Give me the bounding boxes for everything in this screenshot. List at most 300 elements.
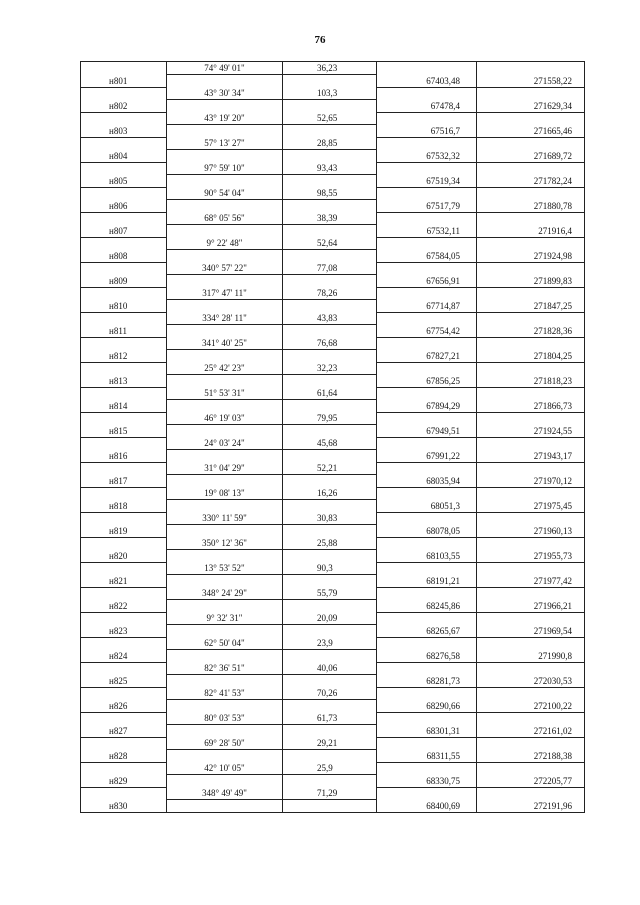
length-cell: 30,83 [283, 512, 377, 525]
length-cell [283, 750, 377, 763]
point-row [81, 275, 585, 288]
direction-angle-cell [167, 525, 283, 538]
direction-angle-cell [167, 150, 283, 163]
x-coordinate-cell [377, 262, 477, 275]
length-cell [283, 700, 377, 713]
point-name-cell [81, 87, 167, 100]
point-row [81, 600, 585, 613]
point-name-cell: н801 [81, 75, 167, 88]
length-cell: 93,43 [283, 162, 377, 175]
y-coordinate-cell: 271955,73 [477, 550, 585, 563]
point-row [81, 650, 585, 663]
direction-angle-cell [167, 125, 283, 138]
segment-row [81, 512, 585, 525]
y-coordinate-cell [477, 537, 585, 550]
direction-angle-cell: 334° 28' 11" [167, 312, 283, 325]
length-cell: 70,26 [283, 687, 377, 700]
x-coordinate-cell [377, 662, 477, 675]
x-coordinate-cell: 68311,55 [377, 750, 477, 763]
length-cell [283, 300, 377, 313]
length-cell [283, 100, 377, 113]
segment-row [81, 287, 585, 300]
length-cell [283, 625, 377, 638]
direction-angle-cell: 9° 32' 31" [167, 612, 283, 625]
segment-row [81, 62, 585, 75]
length-cell: 90,3 [283, 562, 377, 575]
y-coordinate-cell [477, 562, 585, 575]
x-coordinate-cell [377, 487, 477, 500]
point-row [81, 800, 585, 813]
coordinates-table [80, 61, 585, 813]
segment-row [81, 612, 585, 625]
point-row [81, 750, 585, 763]
direction-angle-cell [167, 425, 283, 438]
direction-angle-cell [167, 250, 283, 263]
y-coordinate-cell: 271990,8 [477, 650, 585, 663]
point-name-cell: н820 [81, 550, 167, 563]
length-cell [283, 725, 377, 738]
direction-angle-cell: 69° 28' 50" [167, 737, 283, 750]
point-name-cell: н826 [81, 700, 167, 713]
length-cell: 38,39 [283, 212, 377, 225]
direction-angle-cell [167, 275, 283, 288]
length-cell: 52,65 [283, 112, 377, 125]
x-coordinate-cell: 68078,05 [377, 525, 477, 538]
x-coordinate-cell: 67516,7 [377, 125, 477, 138]
segment-row [81, 487, 585, 500]
point-name-cell [81, 462, 167, 475]
direction-angle-cell [167, 175, 283, 188]
y-coordinate-cell: 271880,78 [477, 200, 585, 213]
y-coordinate-cell: 271629,34 [477, 100, 585, 113]
point-name-cell [81, 612, 167, 625]
point-name-cell [81, 662, 167, 675]
point-row [81, 125, 585, 138]
segment-row [81, 762, 585, 775]
y-coordinate-cell [477, 187, 585, 200]
direction-angle-cell [167, 450, 283, 463]
direction-angle-cell [167, 375, 283, 388]
point-name-cell: н802 [81, 100, 167, 113]
x-coordinate-cell [377, 412, 477, 425]
y-coordinate-cell: 271966,21 [477, 600, 585, 613]
point-name-cell: н829 [81, 775, 167, 788]
y-coordinate-cell [477, 762, 585, 775]
x-coordinate-cell: 67584,05 [377, 250, 477, 263]
point-row [81, 200, 585, 213]
length-cell: 25,9 [283, 762, 377, 775]
point-row [81, 475, 585, 488]
point-name-cell [81, 212, 167, 225]
point-name-cell: н808 [81, 250, 167, 263]
x-coordinate-cell: 68400,69 [377, 800, 477, 813]
x-coordinate-cell [377, 787, 477, 800]
y-coordinate-cell [477, 587, 585, 600]
point-row [81, 425, 585, 438]
length-cell [283, 125, 377, 138]
direction-angle-cell [167, 575, 283, 588]
length-cell [283, 225, 377, 238]
segment-row [81, 437, 585, 450]
point-name-cell [81, 712, 167, 725]
y-coordinate-cell: 271782,24 [477, 175, 585, 188]
segment-row [81, 787, 585, 800]
point-name-cell: н813 [81, 375, 167, 388]
y-coordinate-cell: 271847,25 [477, 300, 585, 313]
x-coordinate-cell [377, 237, 477, 250]
point-name-cell [81, 787, 167, 800]
length-cell [283, 75, 377, 88]
x-coordinate-cell [377, 362, 477, 375]
x-coordinate-cell: 67894,29 [377, 400, 477, 413]
point-name-cell: н830 [81, 800, 167, 813]
point-name-cell [81, 362, 167, 375]
point-name-cell: н821 [81, 575, 167, 588]
y-coordinate-cell [477, 512, 585, 525]
direction-angle-cell: 46° 19' 03" [167, 412, 283, 425]
point-name-cell: н815 [81, 425, 167, 438]
point-row [81, 250, 585, 263]
x-coordinate-cell [377, 212, 477, 225]
y-coordinate-cell [477, 212, 585, 225]
y-coordinate-cell [477, 687, 585, 700]
point-name-cell: н811 [81, 325, 167, 338]
x-coordinate-cell: 67403,48 [377, 75, 477, 88]
segment-row [81, 537, 585, 550]
x-coordinate-cell: 67532,32 [377, 150, 477, 163]
point-row [81, 100, 585, 113]
direction-angle-cell: 51° 53' 31" [167, 387, 283, 400]
point-name-cell: н809 [81, 275, 167, 288]
point-row [81, 575, 585, 588]
x-coordinate-cell: 68051,3 [377, 500, 477, 513]
segment-row [81, 87, 585, 100]
length-cell: 45,68 [283, 437, 377, 450]
segment-row [81, 187, 585, 200]
length-cell [283, 325, 377, 338]
direction-angle-cell: 340° 57' 22" [167, 262, 283, 275]
y-coordinate-cell [477, 62, 585, 75]
y-coordinate-cell: 271866,73 [477, 400, 585, 413]
point-name-cell: н824 [81, 650, 167, 663]
direction-angle-cell: 62° 50' 04" [167, 637, 283, 650]
segment-row [81, 412, 585, 425]
direction-angle-cell [167, 700, 283, 713]
page-number: 76 [314, 34, 326, 46]
direction-angle-cell: 80° 03' 53" [167, 712, 283, 725]
y-coordinate-cell [477, 362, 585, 375]
segment-row [81, 137, 585, 150]
length-cell: 36,23 [283, 62, 377, 75]
y-coordinate-cell [477, 637, 585, 650]
y-coordinate-cell: 271689,72 [477, 150, 585, 163]
y-coordinate-cell: 272188,38 [477, 750, 585, 763]
x-coordinate-cell: 67991,22 [377, 450, 477, 463]
length-cell: 78,26 [283, 287, 377, 300]
point-name-cell: н827 [81, 725, 167, 738]
direction-angle-cell [167, 75, 283, 88]
point-name-cell [81, 262, 167, 275]
x-coordinate-cell: 68330,75 [377, 775, 477, 788]
direction-angle-cell [167, 550, 283, 563]
point-row [81, 150, 585, 163]
direction-angle-cell [167, 400, 283, 413]
length-cell [283, 175, 377, 188]
length-cell: 23,9 [283, 637, 377, 650]
direction-angle-cell [167, 675, 283, 688]
point-row [81, 225, 585, 238]
length-cell: 32,23 [283, 362, 377, 375]
direction-angle-cell [167, 725, 283, 738]
point-name-cell: н819 [81, 525, 167, 538]
direction-angle-cell: 348° 49' 49" [167, 787, 283, 800]
segment-row [81, 387, 585, 400]
x-coordinate-cell [377, 537, 477, 550]
point-name-cell [81, 237, 167, 250]
length-cell [283, 350, 377, 363]
y-coordinate-cell [477, 737, 585, 750]
length-cell [283, 800, 377, 813]
point-name-cell [81, 187, 167, 200]
length-cell: 40,06 [283, 662, 377, 675]
point-name-cell [81, 537, 167, 550]
length-cell [283, 250, 377, 263]
direction-angle-cell: 82° 36' 51" [167, 662, 283, 675]
y-coordinate-cell: 271975,45 [477, 500, 585, 513]
y-coordinate-cell [477, 112, 585, 125]
y-coordinate-cell: 271665,46 [477, 125, 585, 138]
direction-angle-cell [167, 100, 283, 113]
direction-angle-cell [167, 775, 283, 788]
y-coordinate-cell [477, 787, 585, 800]
x-coordinate-cell [377, 137, 477, 150]
y-coordinate-cell: 271943,17 [477, 450, 585, 463]
length-cell: 16,26 [283, 487, 377, 500]
direction-angle-cell [167, 300, 283, 313]
x-coordinate-cell: 67856,25 [377, 375, 477, 388]
y-coordinate-cell: 271558,22 [477, 75, 585, 88]
y-coordinate-cell: 271960,13 [477, 525, 585, 538]
segment-row [81, 262, 585, 275]
x-coordinate-cell: 67754,42 [377, 325, 477, 338]
point-row [81, 500, 585, 513]
x-coordinate-cell [377, 737, 477, 750]
y-coordinate-cell: 271899,83 [477, 275, 585, 288]
y-coordinate-cell: 271977,42 [477, 575, 585, 588]
length-cell: 55,79 [283, 587, 377, 600]
direction-angle-cell [167, 225, 283, 238]
y-coordinate-cell: 271924,55 [477, 425, 585, 438]
x-coordinate-cell [377, 62, 477, 75]
x-coordinate-cell [377, 712, 477, 725]
point-name-cell: н825 [81, 675, 167, 688]
direction-angle-cell: 317° 47' 11" [167, 287, 283, 300]
length-cell: 52,64 [283, 237, 377, 250]
x-coordinate-cell [377, 87, 477, 100]
x-coordinate-cell: 68276,58 [377, 650, 477, 663]
x-coordinate-cell: 68301,31 [377, 725, 477, 738]
y-coordinate-cell: 271970,12 [477, 475, 585, 488]
length-cell [283, 475, 377, 488]
x-coordinate-cell: 68281,73 [377, 675, 477, 688]
direction-angle-cell: 350° 12' 36" [167, 537, 283, 550]
coordinates-table-body [81, 62, 585, 813]
segment-row [81, 637, 585, 650]
length-cell: 25,88 [283, 537, 377, 550]
direction-angle-cell: 68° 05' 56" [167, 212, 283, 225]
x-coordinate-cell [377, 562, 477, 575]
segment-row [81, 162, 585, 175]
direction-angle-cell [167, 750, 283, 763]
point-row [81, 525, 585, 538]
length-cell: 29,21 [283, 737, 377, 750]
x-coordinate-cell [377, 187, 477, 200]
x-coordinate-cell [377, 462, 477, 475]
length-cell [283, 150, 377, 163]
segment-row [81, 687, 585, 700]
segment-row [81, 237, 585, 250]
y-coordinate-cell [477, 412, 585, 425]
point-row [81, 400, 585, 413]
direction-angle-cell [167, 350, 283, 363]
x-coordinate-cell: 68290,66 [377, 700, 477, 713]
point-name-cell: н812 [81, 350, 167, 363]
y-coordinate-cell: 271828,36 [477, 325, 585, 338]
point-name-cell: н803 [81, 125, 167, 138]
point-name-cell [81, 62, 167, 75]
point-name-cell: н818 [81, 500, 167, 513]
length-cell: 43,83 [283, 312, 377, 325]
point-name-cell: н805 [81, 175, 167, 188]
point-row [81, 375, 585, 388]
y-coordinate-cell [477, 387, 585, 400]
x-coordinate-cell: 68035,94 [377, 475, 477, 488]
segment-row [81, 337, 585, 350]
x-coordinate-cell [377, 512, 477, 525]
y-coordinate-cell: 272161,02 [477, 725, 585, 738]
direction-angle-cell: 74° 49' 01" [167, 62, 283, 75]
direction-angle-cell [167, 800, 283, 813]
length-cell [283, 400, 377, 413]
direction-angle-cell: 90° 54' 04" [167, 187, 283, 200]
point-row [81, 450, 585, 463]
segment-row [81, 712, 585, 725]
point-name-cell: н822 [81, 600, 167, 613]
point-name-cell [81, 137, 167, 150]
segment-row [81, 212, 585, 225]
length-cell: 20,09 [283, 612, 377, 625]
x-coordinate-cell [377, 687, 477, 700]
length-cell [283, 525, 377, 538]
point-row [81, 625, 585, 638]
x-coordinate-cell [377, 387, 477, 400]
length-cell [283, 600, 377, 613]
x-coordinate-cell [377, 287, 477, 300]
point-name-cell [81, 387, 167, 400]
y-coordinate-cell [477, 612, 585, 625]
y-coordinate-cell: 271924,98 [477, 250, 585, 263]
length-cell [283, 425, 377, 438]
length-cell: 76,68 [283, 337, 377, 350]
point-name-cell: н828 [81, 750, 167, 763]
direction-angle-cell: 97° 59' 10" [167, 162, 283, 175]
y-coordinate-cell [477, 337, 585, 350]
x-coordinate-cell: 68265,67 [377, 625, 477, 638]
y-coordinate-cell [477, 162, 585, 175]
x-coordinate-cell [377, 437, 477, 450]
x-coordinate-cell [377, 762, 477, 775]
segment-row [81, 112, 585, 125]
point-name-cell [81, 287, 167, 300]
direction-angle-cell: 31° 04' 29" [167, 462, 283, 475]
y-coordinate-cell: 272100,22 [477, 700, 585, 713]
x-coordinate-cell: 67517,79 [377, 200, 477, 213]
point-name-cell [81, 637, 167, 650]
point-name-cell [81, 312, 167, 325]
length-cell [283, 675, 377, 688]
length-cell [283, 375, 377, 388]
point-name-cell [81, 562, 167, 575]
direction-angle-cell: 24° 03' 24" [167, 437, 283, 450]
length-cell: 77,08 [283, 262, 377, 275]
point-row [81, 175, 585, 188]
y-coordinate-cell [477, 462, 585, 475]
direction-angle-cell: 341° 40' 25" [167, 337, 283, 350]
point-name-cell: н816 [81, 450, 167, 463]
point-name-cell: н817 [81, 475, 167, 488]
x-coordinate-cell: 68103,55 [377, 550, 477, 563]
y-coordinate-cell: 271916,4 [477, 225, 585, 238]
direction-angle-cell: 348° 24' 29" [167, 587, 283, 600]
direction-angle-cell: 82° 41' 53" [167, 687, 283, 700]
x-coordinate-cell: 68245,86 [377, 600, 477, 613]
x-coordinate-cell: 67519,34 [377, 175, 477, 188]
point-row [81, 725, 585, 738]
direction-angle-cell: 57° 13' 27" [167, 137, 283, 150]
y-coordinate-cell [477, 487, 585, 500]
point-name-cell: н823 [81, 625, 167, 638]
segment-row [81, 362, 585, 375]
point-name-cell: н806 [81, 200, 167, 213]
point-name-cell: н804 [81, 150, 167, 163]
point-name-cell [81, 337, 167, 350]
x-coordinate-cell [377, 312, 477, 325]
x-coordinate-cell [377, 612, 477, 625]
segment-row [81, 662, 585, 675]
y-coordinate-cell [477, 712, 585, 725]
x-coordinate-cell: 67532,11 [377, 225, 477, 238]
point-name-cell [81, 437, 167, 450]
segment-row [81, 587, 585, 600]
point-row [81, 775, 585, 788]
y-coordinate-cell: 271804,25 [477, 350, 585, 363]
y-coordinate-cell [477, 262, 585, 275]
length-cell [283, 450, 377, 463]
x-coordinate-cell: 67478,4 [377, 100, 477, 113]
length-cell [283, 575, 377, 588]
x-coordinate-cell [377, 587, 477, 600]
point-name-cell: н810 [81, 300, 167, 313]
direction-angle-cell: 9° 22' 48" [167, 237, 283, 250]
y-coordinate-cell [477, 237, 585, 250]
point-name-cell [81, 687, 167, 700]
point-row [81, 75, 585, 88]
point-row [81, 350, 585, 363]
direction-angle-cell [167, 650, 283, 663]
length-cell [283, 550, 377, 563]
length-cell [283, 275, 377, 288]
direction-angle-cell: 43° 19' 20" [167, 112, 283, 125]
